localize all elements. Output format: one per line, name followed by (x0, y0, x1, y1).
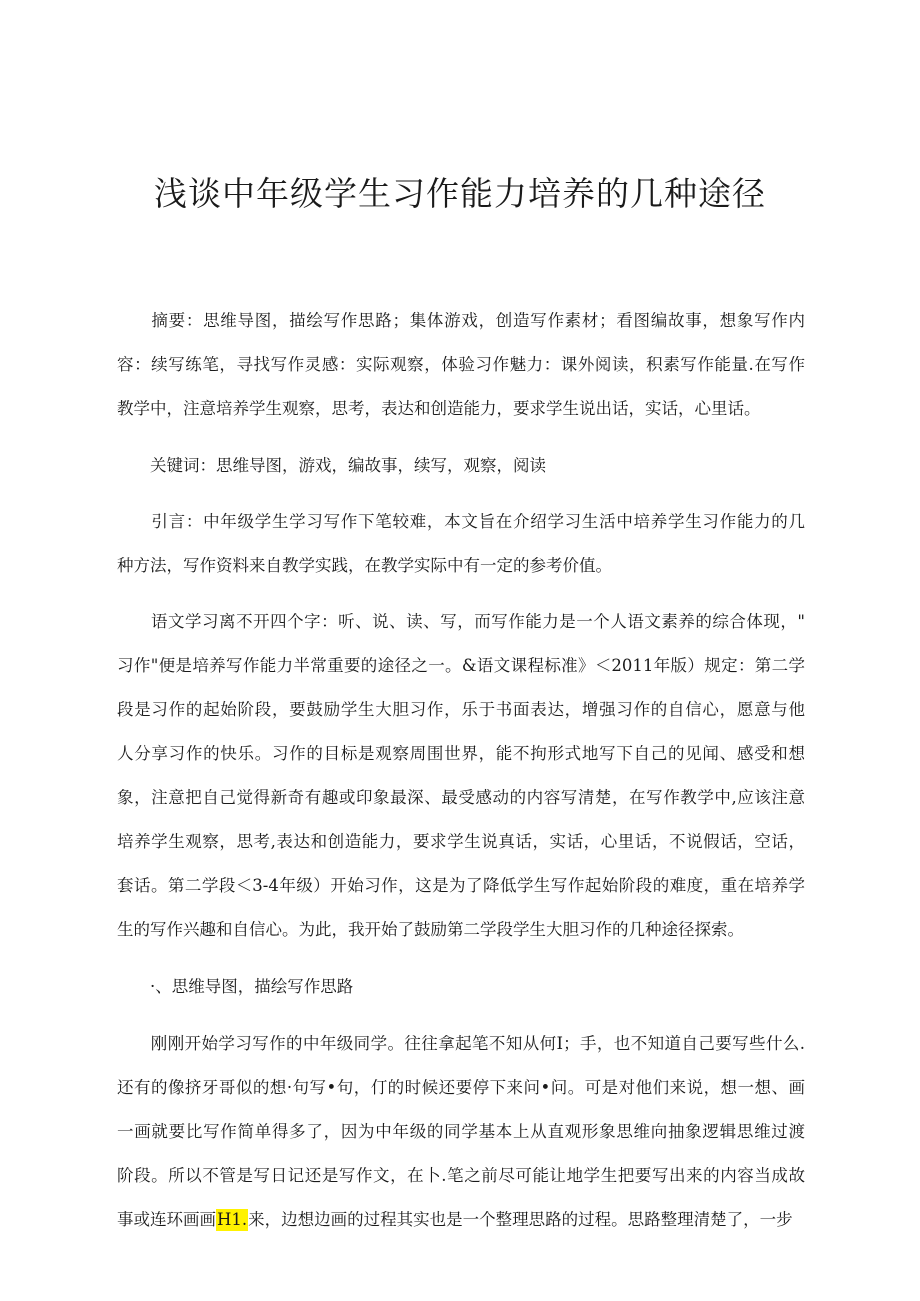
abstract-line: 摘要：思维导图，描绘写作思路；集体游戏，创造写作素材；看图编故事，想象写作内 (117, 311, 805, 330)
intro-line: 引言：中年级学生学习写作下笔较难，本文旨在介绍学习生活中培养学生习作能力的几 (117, 512, 805, 531)
body-line: 人分享习作的快乐。习作的目标是观察周围世界，能不拘形式地写下自己的见闻、感受和想 (117, 744, 805, 763)
line-text-after: 来，边想边画的过程其实也是一个整理思路的过程。思路整理清楚了，一步 (248, 1210, 793, 1229)
body-line: 生的写作兴趣和自信心。为此，我开始了鼓励第二学段学生大胆习作的几种途径探索。 (117, 920, 744, 939)
section-line: 阶段。所以不管是写日记还是写作文，在卜.笔之前尽可能让地学生把要写出来的内容当成故 (117, 1166, 805, 1185)
line-text-before: 事或连环画画 (117, 1210, 216, 1229)
document-title: 浅谈中年级学生习作能力培养的几种途径 (154, 174, 766, 213)
body-line: 段是习作的起始阶段，要鼓励学生大胆习作，乐于书面表达，增强习作的自信心，愿意与他 (117, 700, 805, 719)
abstract-line: 容：续写练笔，寻找写作灵感：实际观察，体验习作魅力：课外阅读，积素写作能量.在写作 (117, 355, 805, 374)
body-line: 习作"便是培养写作能力半常重要的途径之一。&语文课程标准》＜2011年版）规定：第二学 (117, 656, 805, 675)
body-line: 象，注意把自己觉得新奇有趣或印象最深、最受感动的内容写清楚，在写作教学中,应该注意 (117, 788, 805, 807)
abstract-line: 教学中，注意培养学生观察，思考，表达和创造能力，要求学生说出话，实话，心里话。 (117, 399, 761, 418)
section-heading: ·、思维导图，描绘写作思路 (117, 977, 354, 996)
section-line: 还有的像挤牙哥似的想·句写•句，仃的时候还要停下来问•问。可是对他们来说，想一想、画 (117, 1078, 805, 1097)
section-line: 一画就要比写作简单得多了，因为中年级的同学基本上从直观形象思维向抽象逻辑思维过渡 (117, 1122, 805, 1141)
body-line: 套话。第二学段＜3-4年级）开始习作，这是为了降低学生写作起始阶段的难度，重在培养学 (117, 876, 805, 895)
keywords-line: 关键词：思维导图，游戏，编故事，续写，观察，阅读 (117, 456, 546, 475)
body-line: 培养学生观察，思考,表达和创造能力，要求学生说真话，实话，心里话，不说假话，空话， (117, 832, 805, 851)
section-last-line (117, 1209, 805, 1231)
highlighted-text: H1. (216, 1209, 248, 1231)
section-line: 刚刚开始学习写作的中年级同学。往往拿起笔不知从何I；手，也不知道自己要写些什么. (117, 1034, 805, 1053)
intro-line: 种方法，写作资料来自教学实践，在教学实际中有一定的参考价值。 (117, 556, 612, 575)
body-line: 语文学习离不开四个字：听、说、读、写，而写作能力是一个人语文素养的综合体现，" (117, 612, 805, 631)
